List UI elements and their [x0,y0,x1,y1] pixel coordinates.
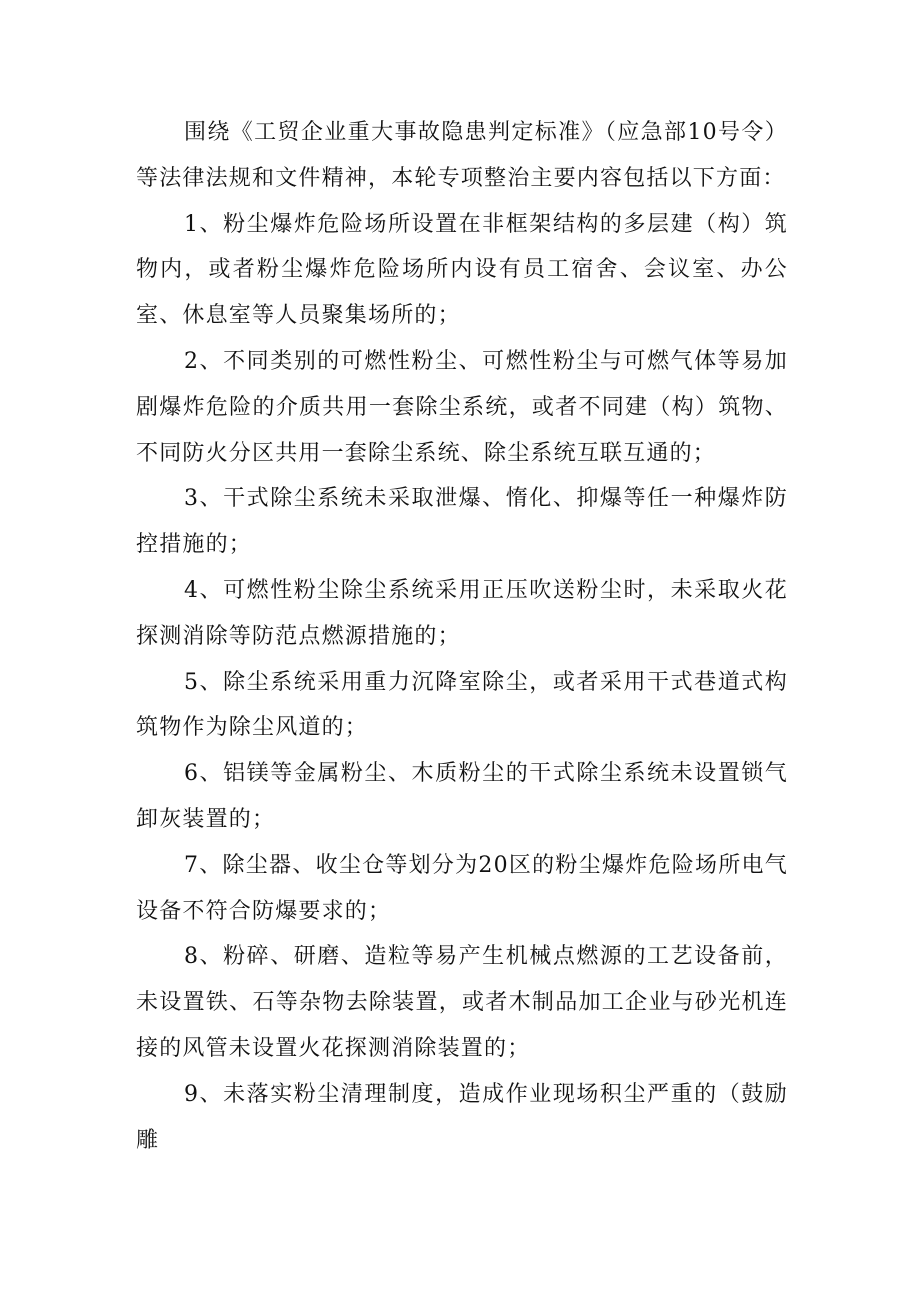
item-3-paragraph: 3、干式除尘系统未采取泄爆、惰化、抑爆等任一种爆炸防控措施的； [136,486,788,558]
item-2-paragraph: 2、不同类别的可燃性粉尘、可燃性粉尘与可燃气体等易加剧爆炸危险的介质共用一套除尘系统，或者不同建（构）筑物、不同防火分区共用一套除尘系统、除尘系统互联互通的； [136,348,788,466]
document-body [136,110,788,1163]
item-6-paragraph: 6、铝镁等金属粉尘、木质粉尘的干式除尘系统未设置锁气卸灰装置的； [136,761,788,832]
item-4-paragraph: 4、可燃性粉尘除尘系统采用正压吹送粉尘时，未采取火花探测消除等防范点燃源措施的； [136,577,788,649]
item-7-paragraph: 7、除尘器、收尘仓等划分为20区的粉尘爆炸危险场所电气设备不符合防爆要求的； [136,852,788,924]
item-1-paragraph: 1、粉尘爆炸危险场所设置在非框架结构的多层建（构）筑物内，或者粉尘爆炸危险场所内设有员工宿舍、会议室、办公室、休息室等人员聚集场所的； [136,211,788,329]
item-5-paragraph: 5、除尘系统采用重力沉降室除尘，或者采用干式巷道式构筑物作为除尘风道的； [136,669,788,741]
intro-paragraph: 围绕《工贸企业重大事故隐患判定标准》（应急部10号令）等法律法规和文件精神，本轮专项整治主要内容包括以下方面： [136,120,788,191]
item-9-paragraph: 9、未落实粉尘清理制度，造成作业现场积尘严重的（鼓励雕 [136,1081,788,1153]
item-8-paragraph: 8、粉碎、研磨、造粒等易产生机械点燃源的工艺设备前，未设置铁、石等杂物去除装置，或者木制品加工企业与砂光机连接的风管未设置火花探测消除装置的； [136,944,788,1061]
